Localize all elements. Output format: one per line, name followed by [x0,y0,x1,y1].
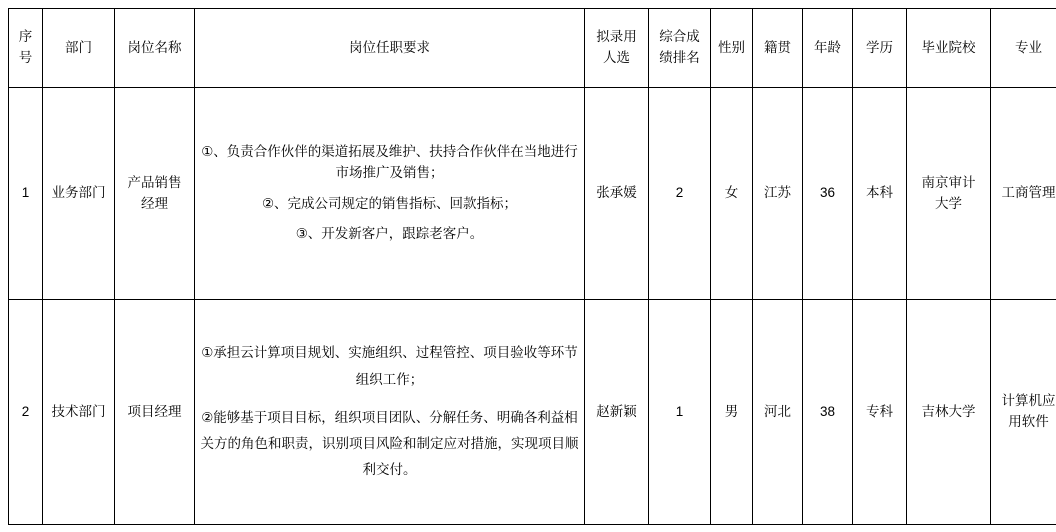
header-major: 专业 [991,9,1056,88]
header-rank-line2: 绩排名 [653,48,706,69]
header-school: 毕业院校 [907,9,991,88]
cell-requirements [195,300,585,525]
requirement-item: ①承担云计算项目规划、实施组织、过程管控、项目验收等环节组织工作； [199,340,580,393]
cell-native-place: 江苏 [753,88,803,300]
cell-post [115,88,195,300]
recruitment-sheet [8,8,1048,525]
recruitment-table [8,8,1056,525]
cell-major-line2: 用软件 [995,412,1056,433]
cell-school-line1: 南京审计 [911,173,986,194]
header-candidate-line2: 人选 [589,48,644,69]
cell-rank: 1 [649,300,711,525]
header-candidate [585,9,649,88]
table-header [9,9,1056,88]
header-age: 年龄 [803,9,853,88]
cell-post-line1: 产品销售 [119,173,190,194]
cell-major: 工商管理 [991,88,1056,300]
requirement-item: ③、开发新客户，跟踪老客户。 [199,224,580,245]
header-native-place: 籍贯 [753,9,803,88]
cell-school-line1: 吉林大学 [911,402,986,423]
table-row [9,88,1056,300]
requirement-item: ①、负责合作伙伴的渠道拓展及维护、扶持合作伙伴在当地进行市场推广及销售； [199,142,580,184]
table-header-row [9,9,1056,88]
cell-age: 38 [803,300,853,525]
header-seq: 序号 [9,9,43,88]
cell-education: 本科 [853,88,907,300]
cell-candidate: 赵新颖 [585,300,649,525]
header-rank-line1: 综合成 [653,27,706,48]
cell-age: 36 [803,88,853,300]
cell-gender: 女 [711,88,753,300]
requirement-item: ②能够基于项目目标，组织项目团队、分解任务、明确各利益相关方的角色和职责，识别项目风险和制定应对措施，实现项目顺利交付。 [199,405,580,484]
cell-post [115,300,195,525]
cell-post-line1: 项目经理 [119,402,190,423]
header-candidate-line1: 拟录用 [589,27,644,48]
table-row [9,300,1056,525]
cell-school-line2: 大学 [911,194,986,215]
cell-rank: 2 [649,88,711,300]
header-post: 岗位名称 [115,9,195,88]
cell-education: 专科 [853,300,907,525]
header-rank [649,9,711,88]
cell-candidate: 张承媛 [585,88,649,300]
cell-dept: 技术部门 [43,300,115,525]
cell-dept: 业务部门 [43,88,115,300]
header-gender: 性别 [711,9,753,88]
header-dept: 部门 [43,9,115,88]
cell-seq: 1 [9,88,43,300]
cell-major-line1: 计算机应 [995,391,1056,412]
cell-native-place: 河北 [753,300,803,525]
cell-school [907,88,991,300]
cell-post-line2: 经理 [119,194,190,215]
cell-major [991,300,1056,525]
cell-seq: 2 [9,300,43,525]
cell-gender: 男 [711,300,753,525]
header-education: 学历 [853,9,907,88]
header-requirements: 岗位任职要求 [195,9,585,88]
cell-requirements [195,88,585,300]
table-body [9,88,1056,525]
requirement-item: ②、完成公司规定的销售指标、回款指标； [199,194,580,215]
cell-school [907,300,991,525]
